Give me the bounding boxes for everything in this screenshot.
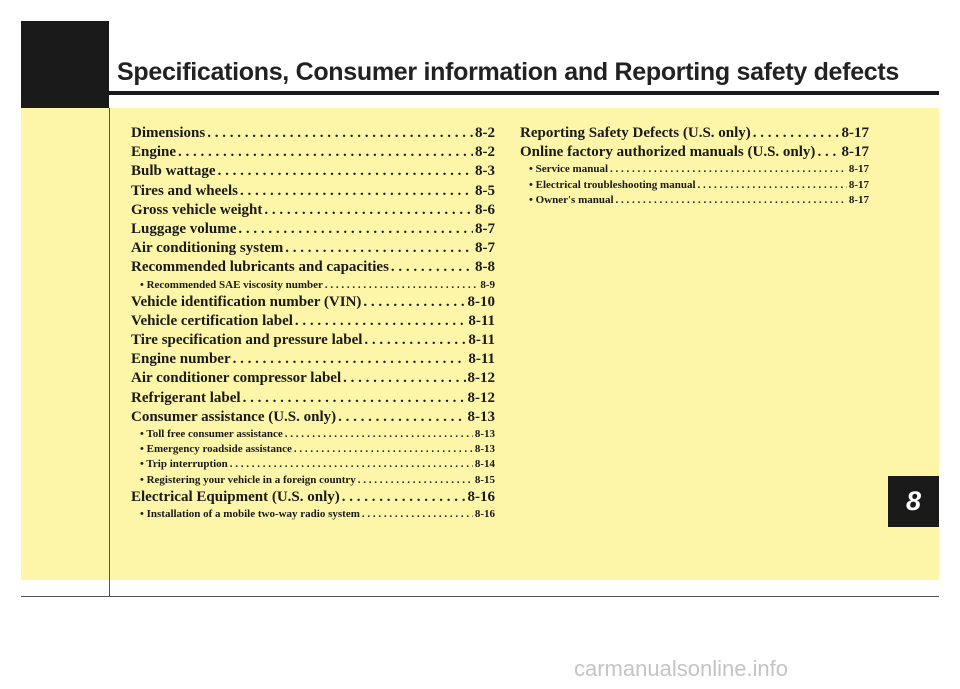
toc-entry[interactable] <box>520 124 869 143</box>
toc-entry[interactable] <box>131 239 495 258</box>
toc-entry-label: Engine <box>131 144 177 161</box>
dot-leader <box>285 427 473 442</box>
dot-leader <box>218 162 473 181</box>
margin-divider-vertical <box>109 108 110 596</box>
margin-divider-horizontal <box>21 596 939 597</box>
dot-leader <box>364 331 466 350</box>
toc-entry-label: Recommended lubricants and capacities <box>131 259 389 276</box>
dot-leader <box>362 507 473 522</box>
dot-leader <box>610 162 847 177</box>
toc-entry-page: 8-9 <box>480 278 495 291</box>
toc-entry-page: 8-13 <box>474 428 495 440</box>
dot-leader <box>207 124 473 143</box>
toc-entry-page: 8-7 <box>475 220 495 237</box>
dot-leader <box>817 143 839 162</box>
toc-entry-page: 8-15 <box>474 473 495 486</box>
page-title: Specifications, Consumer information and Reporting safety defects <box>117 58 900 86</box>
dot-leader <box>285 239 473 258</box>
toc-entry-page: 8-11 <box>468 351 495 368</box>
toc-entry-page: 8-13 <box>467 408 495 425</box>
toc-entry-label: Online factory authorized manuals (U.S. only) <box>520 144 816 161</box>
chapter-number: 8 <box>905 486 922 516</box>
dot-leader <box>230 457 473 472</box>
toc-entry-label: • Service manual <box>529 163 609 176</box>
toc-entry-label: • Trip interruption <box>140 458 228 471</box>
toc-subentry[interactable] <box>131 473 495 488</box>
toc-entry[interactable] <box>131 201 495 220</box>
toc-entry-label: Dimensions <box>131 125 206 141</box>
toc-subentry[interactable] <box>520 193 869 208</box>
toc-entry-page: 8-2 <box>475 125 495 141</box>
toc-entry-page: 8-10 <box>467 293 495 310</box>
toc-entry-label: Air conditioning system <box>131 240 284 257</box>
toc-entry-label: • Registering your vehicle in a foreign country <box>140 473 356 486</box>
toc-entry[interactable] <box>131 182 495 201</box>
toc-entry-page: 8-6 <box>475 201 495 218</box>
toc-subentry[interactable] <box>131 278 495 293</box>
toc-entry[interactable] <box>131 389 495 408</box>
toc-entry-page: 8-11 <box>468 312 495 329</box>
toc-entry[interactable] <box>131 220 495 239</box>
toc-entry-label: • Recommended SAE viscosity number <box>140 278 323 291</box>
toc-subentry[interactable] <box>520 178 869 193</box>
toc-entry-label: Electrical Equipment (U.S. only) <box>131 488 340 505</box>
toc-entry-label: Tire specification and pressure label <box>131 332 363 349</box>
dot-leader <box>616 193 847 208</box>
toc-entry[interactable] <box>131 293 495 312</box>
toc-entry-page: 8-11 <box>468 332 495 349</box>
toc-entry-page: 8-17 <box>848 163 869 176</box>
toc-entry-page: 8-17 <box>848 193 869 206</box>
toc-entry-label: Vehicle certification label <box>131 312 293 329</box>
toc-entry[interactable] <box>131 350 495 369</box>
toc-entry-label: Consumer assistance (U.S. only) <box>131 408 337 425</box>
toc-entry-page: 8-7 <box>475 240 495 257</box>
toc-subentry[interactable] <box>520 162 869 177</box>
toc-entry[interactable] <box>131 488 495 507</box>
toc-entry-page: 8-3 <box>475 163 495 180</box>
dot-leader <box>178 143 473 162</box>
toc-entry-label: Vehicle identification number (VIN) <box>131 293 362 310</box>
toc-entry[interactable] <box>131 369 495 388</box>
toc-entry-page: 8-17 <box>841 125 869 141</box>
toc-entry-label: Refrigerant label <box>131 389 241 406</box>
dot-leader <box>238 220 473 239</box>
dot-leader <box>243 389 466 408</box>
toc-entry-page: 8-2 <box>475 144 495 161</box>
title-underline <box>109 91 939 95</box>
toc-left-column <box>131 124 495 522</box>
toc-subentry[interactable] <box>131 507 495 522</box>
watermark: carmanualsonline.info <box>574 656 789 681</box>
toc-entry-label: Bulb wattage <box>131 163 216 180</box>
toc-entry[interactable] <box>131 312 495 331</box>
chapter-corner-block <box>21 21 109 108</box>
toc-entry-label: • Owner's manual <box>529 193 614 206</box>
toc-entry-page: 8-14 <box>474 458 495 471</box>
dot-leader <box>343 369 465 388</box>
dot-leader <box>338 408 465 427</box>
toc-entry[interactable] <box>131 331 495 350</box>
toc-entry-label: • Electrical troubleshooting manual <box>529 178 696 191</box>
dot-leader <box>753 124 840 143</box>
toc-subentry[interactable] <box>131 427 495 442</box>
dot-leader <box>264 201 473 220</box>
dot-leader <box>698 178 847 193</box>
toc-entry[interactable] <box>520 143 869 162</box>
dot-leader <box>391 258 473 277</box>
toc-entry[interactable] <box>131 258 495 277</box>
toc-entry-label: Reporting Safety Defects (U.S. only) <box>520 125 751 141</box>
dot-leader <box>358 473 473 488</box>
toc-entry-page: 8-12 <box>467 370 495 387</box>
toc-right-column <box>520 124 869 208</box>
toc-entry-page: 8-13 <box>474 443 495 456</box>
dot-leader <box>325 278 478 293</box>
toc-entry-page: 8-12 <box>467 389 495 406</box>
chapter-tab[interactable] <box>888 476 939 527</box>
toc-entry-label: • Emergency roadside assistance <box>140 443 292 456</box>
toc-entry-label: Luggage volume <box>131 220 237 237</box>
dot-leader <box>240 182 473 201</box>
toc-entry-page: 8-5 <box>475 182 495 199</box>
dot-leader <box>294 442 473 457</box>
toc-entry-page: 8-8 <box>475 259 495 276</box>
toc-entry-page: 8-16 <box>467 488 495 505</box>
toc-entry-label: Air conditioner compressor label <box>131 370 342 387</box>
dot-leader <box>342 488 466 507</box>
toc-entry-label: Gross vehicle weight <box>131 201 263 218</box>
dot-leader <box>295 312 466 331</box>
dot-leader <box>233 350 467 369</box>
toc-entry-label: Engine number <box>131 351 231 368</box>
toc-entry[interactable] <box>131 408 495 427</box>
dot-leader <box>363 293 465 312</box>
toc-entry-page: 8-16 <box>474 507 495 520</box>
toc-entry-page: 8-17 <box>841 144 869 161</box>
toc-entry[interactable] <box>131 143 495 162</box>
toc-entry[interactable] <box>131 124 495 143</box>
toc-entry[interactable] <box>131 162 495 181</box>
toc-entry-label: Tires and wheels <box>131 182 238 199</box>
toc-entry-page: 8-17 <box>848 178 869 191</box>
toc-entry-label: • Toll free consumer assistance <box>140 428 283 440</box>
toc-subentry[interactable] <box>131 457 495 472</box>
toc-subentry[interactable] <box>131 442 495 457</box>
toc-entry-label: • Installation of a mobile two-way radio system <box>140 507 360 520</box>
